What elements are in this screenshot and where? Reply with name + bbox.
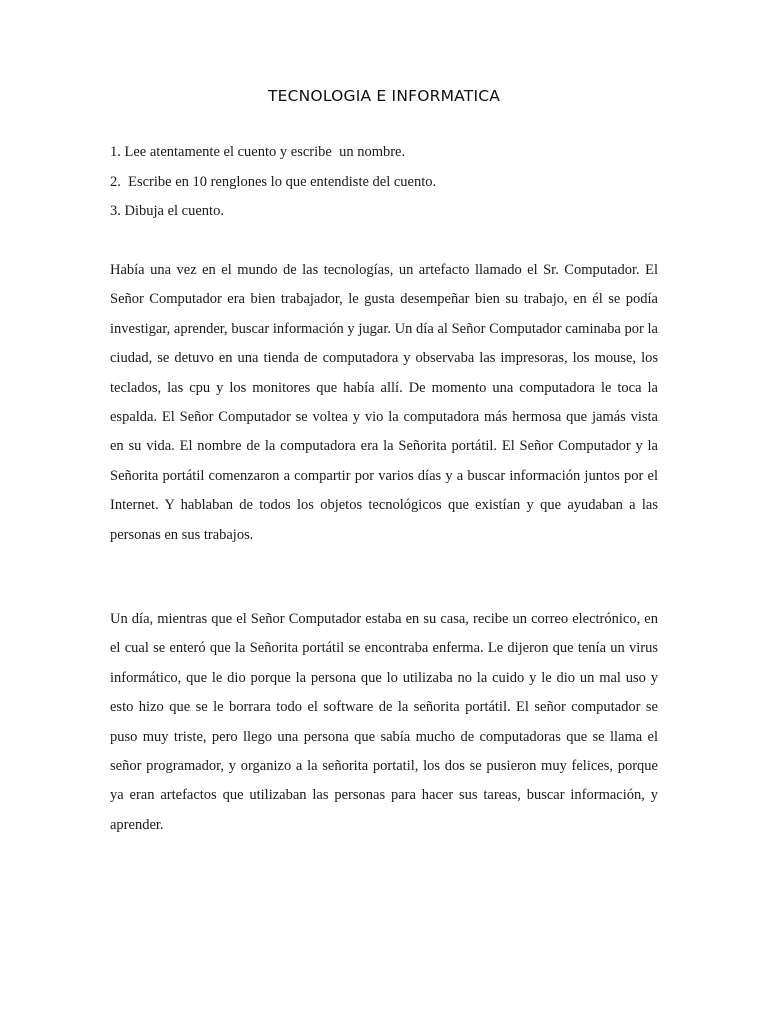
instruction-item-3: 3. Dibuja el cuento.	[110, 203, 224, 219]
document-title: TECNOLOGIA E INFORMATICA	[267, 87, 501, 105]
story-paragraph-1: Había una vez en el mundo de las tecnologías, un artefacto llamado el Sr. Computador. El Señor Computador era bien trabajador, le gusta desempeñar bien su trabajo, en él se podía investigar, aprender, buscar información y jugar. Un día al Señor Computador caminaba por la ciudad, se detuvo en una tienda de computadora y observaba las impresoras, los mouse, los teclados, las cpu y los monitores que había allí. De momento una computadora le toca la espalda. El Señor Computador se voltea y vio la computadora más hermosa que jamás vista en su vida. El nombre de la computadora era la Señorita portátil. El Señor Computador y la Señorita portátil comenzaron a compartir por varios días y a buscar información juntos por el Internet. Y hablaban de todos los objetos tecnológicos que existían y que ayudaban a las personas en sus trabajos.	[110, 262, 658, 543]
instruction-item-1: 1. Lee atentamente el cuento y escribe un nombre.	[110, 144, 406, 160]
story-paragraph-2: Un día, mientras que el Señor Computador estaba en su casa, recibe un correo electrónico, en el cual se enteró que la Señorita portátil se encontraba enferma. Le dijeron que tenía un virus informático, que le dio porque la persona que lo utilizaba no la cuido y le dio un mal uso y esto hizo que se le borrara todo el software de la señorita portátil. El señor computador se puso muy triste, pero llego una persona que sabía mucho de computadoras que se llama el señor programador, y organizo a la señorita portatil, los dos se pusieron muy felices, porque ya eran artefactos que utilizaban las personas para hacer sus tareas, buscar información, y aprender.	[110, 611, 658, 833]
instruction-item-2: 2. Escribe en 10 renglones lo que entendiste del cuento.	[110, 173, 437, 190]
instructions-list	[110, 141, 670, 230]
